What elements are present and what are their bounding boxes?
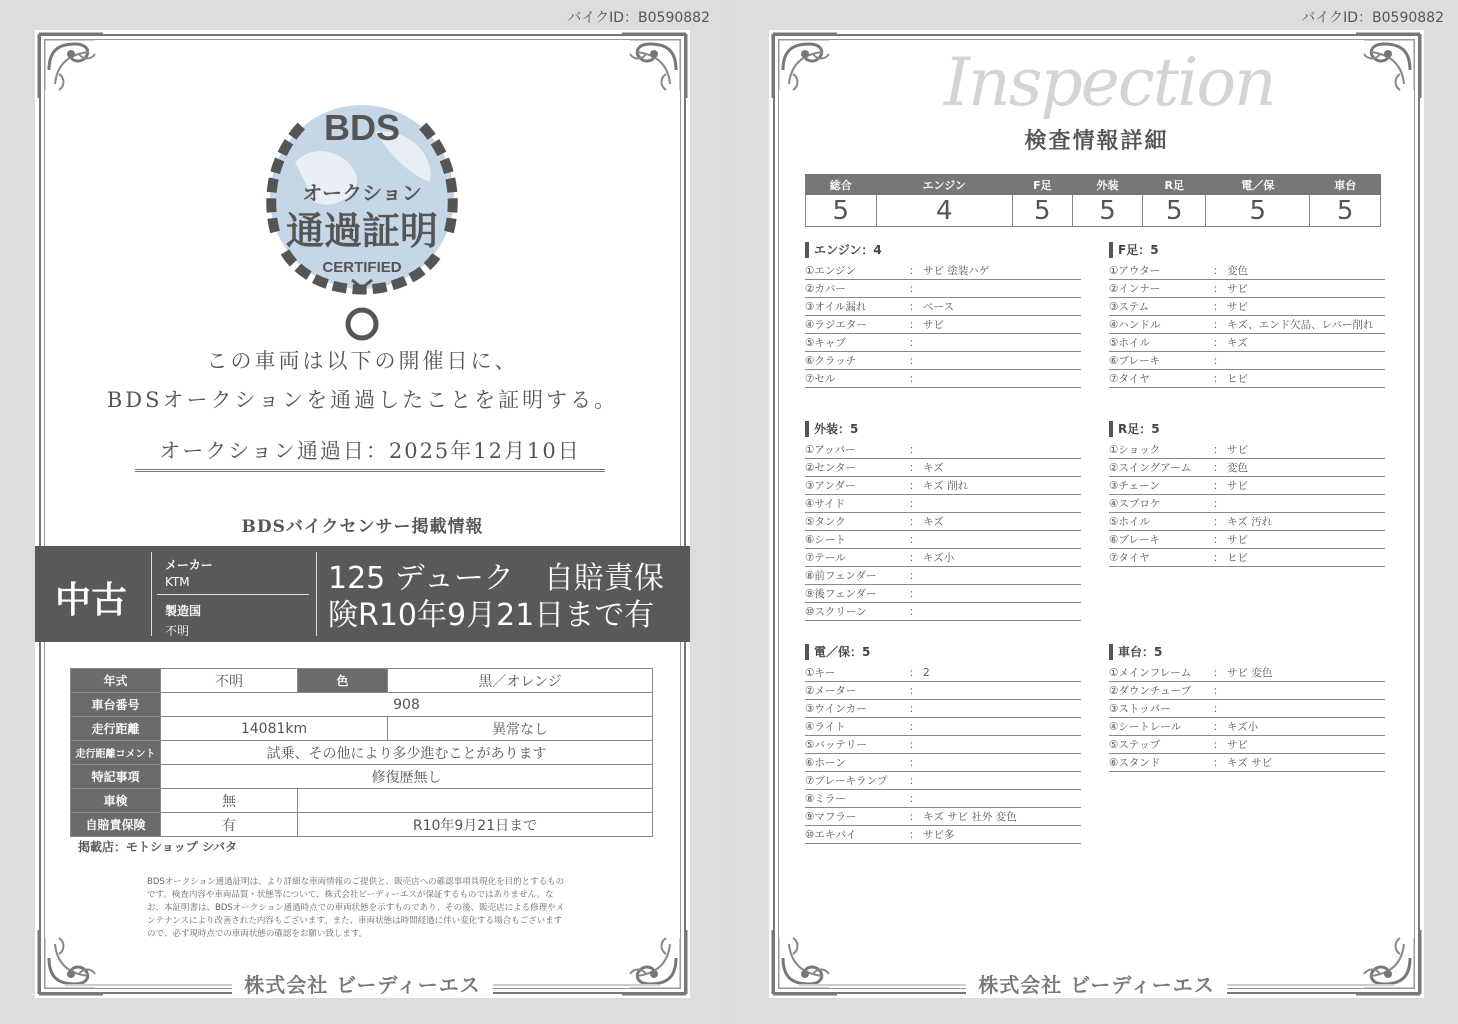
inspection-row — [805, 316, 1081, 334]
colon: ： — [1213, 721, 1224, 733]
score-header: 外装 — [1072, 175, 1143, 195]
score-value: 4 — [876, 195, 1012, 227]
item-label: ①アウター — [1109, 265, 1161, 277]
colon: ： — [909, 570, 920, 582]
statement-line2: BDSオークションを通過したことを証明する。 — [106, 388, 619, 412]
inspection-row — [1109, 736, 1385, 754]
inspection-row — [805, 736, 1081, 754]
frame-value: 908 — [161, 693, 653, 717]
item-value: ヒビ — [1227, 373, 1248, 385]
score-header: 車台 — [1310, 175, 1381, 195]
seal-auction: オークション — [302, 181, 422, 205]
item-label: ⑤タンク — [805, 516, 846, 528]
item-value: 変色 — [1227, 462, 1248, 474]
inspection-row — [805, 790, 1081, 808]
year-label: 年式 — [71, 669, 161, 693]
item-value: キズ — [923, 516, 944, 528]
bike-id: バイクID：B0590882 — [567, 10, 710, 26]
inspection-row — [805, 459, 1081, 477]
item-label: ③ストッパー — [1109, 703, 1171, 715]
colon: ： — [909, 265, 920, 277]
inspection-row — [1109, 298, 1385, 316]
item-label: ④スプロケ — [1109, 498, 1161, 510]
colon: ： — [909, 552, 920, 564]
colon: ： — [909, 811, 920, 823]
colon: ： — [1213, 337, 1224, 349]
inspection-row — [1109, 754, 1385, 772]
sensor-heading: BDSバイクセンサー掲載情報 — [241, 517, 484, 537]
item-label: ②メーター — [805, 685, 857, 697]
inspection-section — [805, 242, 1081, 388]
item-label: ⑥シート — [805, 534, 846, 546]
inspection-row — [1109, 495, 1385, 513]
inspection-row — [805, 603, 1081, 621]
ornament-corner-icon — [1352, 30, 1424, 102]
model-title: 125 デューク 自賠責保険R10年9月21日まで有 — [328, 561, 664, 633]
colon: ： — [909, 301, 920, 313]
inspection-row — [805, 549, 1081, 567]
item-label: ⑦テール — [805, 552, 846, 564]
inspection-row — [805, 718, 1081, 736]
inspection-section — [805, 644, 1081, 844]
inspection-row — [1109, 459, 1385, 477]
item-label: ④サイド — [805, 498, 846, 510]
item-label: ①エンジン — [805, 265, 856, 277]
vehicle-band — [35, 546, 690, 642]
inspection-row — [805, 477, 1081, 495]
item-label: ⑤ホイル — [1109, 516, 1150, 528]
colon: ： — [909, 480, 920, 492]
score-value: 5 — [1310, 195, 1381, 227]
item-label: ⑦セル — [805, 373, 836, 385]
mileage-comment-label: 走行距離コメント — [71, 741, 161, 765]
item-value: サビ — [1227, 283, 1248, 295]
item-value: キズ、エンド欠品、レバー削れ — [1227, 319, 1374, 331]
pass-date: オークション通過日：2025年12月10日 — [135, 435, 605, 472]
item-value: ベース — [923, 301, 954, 313]
colon: ： — [1213, 498, 1224, 510]
item-value: キズ サビ 社外 変色 — [923, 811, 1017, 823]
inspection-row — [805, 808, 1081, 826]
ornament-corner-icon — [35, 30, 107, 102]
colon: ： — [909, 775, 920, 787]
inspection-row — [805, 826, 1081, 844]
ornament-corner-icon — [769, 30, 841, 102]
item-label: ⑤ホイル — [1109, 337, 1150, 349]
item-value: サビ — [923, 319, 944, 331]
section-title: 外装：5 — [805, 421, 1081, 437]
score-header: エンジン — [876, 175, 1012, 195]
colon: ： — [1213, 703, 1224, 715]
item-label: ⑦ブレーキランプ — [805, 775, 888, 787]
inspection-row — [805, 334, 1081, 352]
score-value: 5 — [1072, 195, 1143, 227]
colon: ： — [909, 337, 920, 349]
colon: ： — [909, 721, 920, 733]
item-label: ②センター — [805, 462, 856, 474]
inspection-section — [805, 421, 1081, 621]
mileage-value: 14081km — [161, 717, 388, 741]
item-label: ①アッパー — [805, 444, 856, 456]
item-label: ③ステム — [1109, 301, 1150, 313]
notes-label: 特記事項 — [71, 765, 161, 789]
company-name: 株式会社 ビーディーエス — [966, 973, 1227, 997]
score-value: 5 — [1012, 195, 1072, 227]
item-value: サビ — [1227, 534, 1248, 546]
item-label: ④ラジエター — [805, 319, 867, 331]
colon: ： — [909, 444, 920, 456]
inspection-row — [805, 370, 1081, 388]
item-value: キズ — [923, 462, 944, 474]
shop-name: 掲載店：モトショップ シバタ — [78, 840, 238, 854]
item-value: キズ小 — [923, 552, 955, 564]
item-value: ヒビ — [1227, 552, 1248, 564]
colon: ： — [909, 685, 920, 697]
inspection-row — [1109, 477, 1385, 495]
colon: ： — [909, 462, 920, 474]
condition-label: 中古 — [55, 580, 128, 621]
inspection-row — [1109, 700, 1385, 718]
inspection-row — [1109, 513, 1385, 531]
colon: ： — [1213, 480, 1224, 492]
inspection-row — [1109, 682, 1385, 700]
item-label: ④ライト — [805, 721, 846, 733]
item-label: ⑨後フェンダー — [805, 588, 877, 600]
ornament-corner-icon — [618, 30, 690, 102]
insurance-detail: R10年9月21日まで — [298, 813, 653, 837]
inspection-row — [805, 567, 1081, 585]
item-label: ③アンダー — [805, 480, 856, 492]
colon: ： — [909, 703, 920, 715]
item-label: ①ショック — [1109, 444, 1161, 456]
score-header: 総合 — [806, 175, 877, 195]
item-label: ③オイル漏れ — [805, 301, 867, 313]
origin-value: 不明 — [165, 624, 190, 638]
inspection-value: 無 — [161, 789, 298, 813]
inspection-row — [805, 298, 1081, 316]
item-label: ⑨マフラー — [805, 811, 857, 823]
inspection-row — [1109, 441, 1385, 459]
item-label: ⑤ステップ — [1109, 739, 1161, 751]
inspection-sheet — [769, 30, 1424, 998]
colon: ： — [1213, 265, 1224, 277]
colon: ： — [909, 534, 920, 546]
item-value: サビ多 — [923, 829, 955, 841]
item-label: ②インナー — [1109, 283, 1161, 295]
inspection-row — [805, 772, 1081, 790]
certification-seal — [235, 82, 489, 344]
colon: ： — [1213, 283, 1224, 295]
bike-id: バイクID：B0590882 — [1301, 10, 1444, 26]
score-header: F足 — [1012, 175, 1072, 195]
inspection-section — [1109, 242, 1385, 388]
inspection-row — [1109, 549, 1385, 567]
item-value: サビ 変色 — [1227, 667, 1273, 679]
inspection-row — [805, 531, 1081, 549]
section-title: F足：5 — [1109, 242, 1385, 258]
colon: ： — [909, 606, 920, 618]
colon: ： — [1213, 685, 1224, 697]
item-label: ④シートレール — [1109, 721, 1182, 733]
item-value: サビ — [1227, 739, 1248, 751]
inspection-row — [1109, 334, 1385, 352]
origin-label: 製造国 — [165, 604, 202, 618]
seal-certified: CERTIFIED — [322, 259, 402, 276]
inspection-section — [1109, 421, 1385, 567]
item-value: キズ — [1227, 337, 1248, 349]
inspection-section — [1109, 644, 1385, 772]
inspection-row — [805, 700, 1081, 718]
item-label: ②ダウンチューブ — [1109, 685, 1192, 697]
item-label: ①キー — [805, 667, 836, 679]
score-value: 5 — [1143, 195, 1206, 227]
spec-table — [70, 668, 653, 837]
colon: ： — [1213, 516, 1224, 528]
colon: ： — [909, 498, 920, 510]
inspection-row — [805, 754, 1081, 772]
colon: ： — [1213, 552, 1224, 564]
item-label: ⑤バッテリー — [805, 739, 867, 751]
item-label: ③チェーン — [1109, 480, 1160, 492]
score-header: 電／保 — [1206, 175, 1310, 195]
colon: ： — [1213, 757, 1224, 769]
item-label: ②カバー — [805, 283, 846, 295]
item-value: 変色 — [1227, 265, 1248, 277]
item-label: ⑤キャブ — [805, 337, 846, 349]
inspection-script-title: Inspection — [944, 44, 1275, 121]
colon: ： — [909, 757, 920, 769]
inspection-row — [1109, 352, 1385, 370]
color-label: 色 — [298, 669, 388, 693]
inspection-row — [805, 262, 1081, 280]
frame-label: 車台番号 — [71, 693, 161, 717]
item-value: キズ小 — [1227, 721, 1259, 733]
colon: ： — [909, 667, 920, 679]
colon: ： — [1213, 534, 1224, 546]
inspection-row — [805, 441, 1081, 459]
item-label: ④ハンドル — [1109, 319, 1161, 331]
item-value: サビ — [1227, 480, 1248, 492]
colon: ： — [1213, 301, 1224, 313]
colon: ： — [909, 373, 920, 385]
inspection-row — [1109, 370, 1385, 388]
item-value: キズ 削れ — [923, 480, 969, 492]
company-footer — [35, 969, 690, 998]
colon: ： — [909, 793, 920, 805]
inspection-page — [734, 0, 1458, 1024]
item-value: キズ 汚れ — [1227, 516, 1273, 528]
colon: ： — [909, 319, 920, 331]
colon: ： — [1213, 319, 1224, 331]
color-value: 黒／オレンジ — [388, 669, 653, 693]
inspection-row — [1109, 718, 1385, 736]
company-footer — [769, 969, 1424, 998]
disclaimer: BDSオークション通過証明は、より詳細な車両情報のご提供と、販売店への確認事項具現化を目的とするものです。検査内容や車両品質・状態等について、株式会社ビーディーエスが保証するものではありません。なお、本証明書は、BDSオークション通過時点での車両状態を示すものであり、その後、販売店による修理やメンテナンスにより改善された内容もございます。また、車両状態は時間経過に伴い変化する場合もございますので、必ず現時点での車両状態の確認をお願い致します。 — [147, 877, 565, 939]
item-label: ⑧ミラー — [805, 793, 846, 805]
score-value: 5 — [1206, 195, 1310, 227]
certificate-sheet — [35, 30, 690, 998]
colon: ： — [1213, 667, 1224, 679]
inspection-detail — [298, 789, 653, 813]
score-table — [805, 174, 1381, 227]
score-value: 5 — [806, 195, 877, 227]
insurance-value: 有 — [161, 813, 298, 837]
item-label: ⑦タイヤ — [1109, 552, 1150, 564]
inspection-row — [1109, 531, 1385, 549]
item-label: ②スイングアーム — [1109, 462, 1192, 474]
inspection-row — [1109, 664, 1385, 682]
colon: ： — [1213, 444, 1224, 456]
item-value: サビ — [1227, 301, 1248, 313]
item-label: ⑥クラッチ — [805, 355, 857, 367]
year-value: 不明 — [161, 669, 298, 693]
score-header: R足 — [1143, 175, 1206, 195]
mileage-status: 異常なし — [388, 717, 653, 741]
insurance-label: 自賠責保険 — [71, 813, 161, 837]
item-label: ⑥ブレーキ — [1109, 355, 1160, 367]
mileage-label: 走行距離 — [71, 717, 161, 741]
item-value: サビ 塗装ハゲ — [923, 265, 990, 277]
colon: ： — [909, 829, 920, 841]
notes-value: 修復歴無し — [161, 765, 653, 789]
colon: ： — [909, 355, 920, 367]
maker-value: KTM — [165, 575, 190, 589]
item-label: ⑦タイヤ — [1109, 373, 1150, 385]
item-label: ③ウインカー — [805, 703, 867, 715]
inspection-row — [1109, 316, 1385, 334]
inspection-row — [805, 585, 1081, 603]
item-value: 2 — [923, 667, 930, 679]
seal-bds: BDS — [323, 107, 401, 148]
item-label: ①メインフレーム — [1109, 667, 1192, 679]
inspection-row — [805, 513, 1081, 531]
colon: ： — [1213, 355, 1224, 367]
colon: ： — [1213, 739, 1224, 751]
item-label: ⑥ホーン — [805, 757, 846, 769]
mileage-comment: 試乗、その他により多少進むことがあります — [161, 741, 653, 765]
seal-main: 通過証明 — [285, 208, 439, 253]
item-label: ⑩スクリーン — [805, 606, 867, 618]
section-title: 電／保：5 — [805, 644, 1081, 660]
colon: ： — [909, 739, 920, 751]
item-label: ⑥スタンド — [1109, 757, 1161, 769]
certificate-page — [0, 0, 724, 1024]
item-label: ⑥ブレーキ — [1109, 534, 1160, 546]
statement-line1: この車両は以下の開催日に、 — [206, 349, 519, 373]
section-title: 車台：5 — [1109, 644, 1385, 660]
inspection-label: 車検 — [71, 789, 161, 813]
inspection-row — [805, 682, 1081, 700]
colon: ： — [1213, 462, 1224, 474]
inspection-row — [805, 664, 1081, 682]
item-value: キズ サビ — [1227, 757, 1273, 769]
colon: ： — [909, 588, 920, 600]
inspection-row — [1109, 280, 1385, 298]
item-label: ⑧前フェンダー — [805, 570, 877, 582]
section-title: R足：5 — [1109, 421, 1385, 437]
item-value: サビ — [1227, 444, 1248, 456]
inspection-row — [805, 352, 1081, 370]
inspection-title: 検査情報詳細 — [1024, 128, 1169, 154]
inspection-row — [805, 495, 1081, 513]
colon: ： — [909, 283, 920, 295]
section-title: エンジン：4 — [805, 242, 1081, 258]
company-name: 株式会社 ビーディーエス — [232, 973, 493, 997]
inspection-row — [1109, 262, 1385, 280]
colon: ： — [1213, 373, 1224, 385]
maker-label: メーカー — [165, 558, 213, 572]
inspection-row — [805, 280, 1081, 298]
colon: ： — [909, 516, 920, 528]
item-label: ⑩エキパイ — [805, 829, 857, 841]
